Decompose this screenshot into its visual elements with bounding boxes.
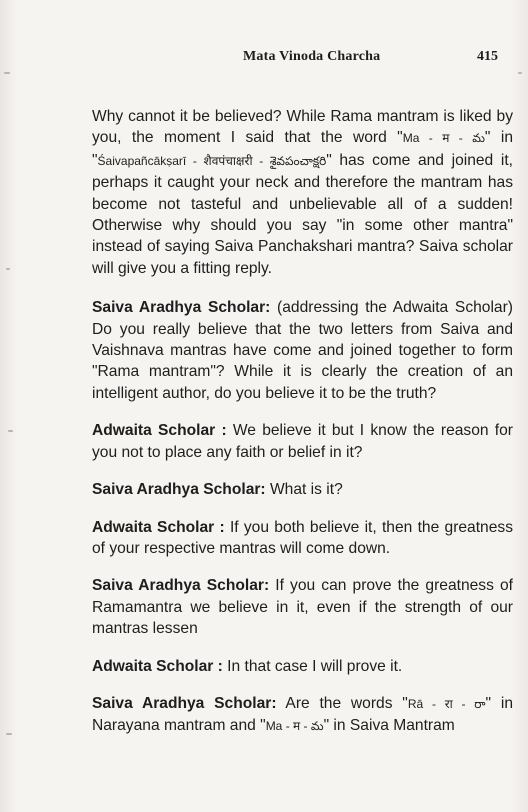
speaker-label: Saiva Aradhya Scholar: (92, 299, 271, 317)
dialogue-paragraph (92, 420, 513, 463)
margin-mark (6, 733, 12, 735)
speaker-label: Saiva Aradhya Scholar: (92, 577, 270, 595)
speaker-label: Adwaita Scholar : (92, 422, 227, 440)
dialogue-paragraph (92, 693, 513, 738)
paragraph-text: " has come and joined it, perhaps it caught your neck and therefore the mantram has become not tasteful and unbelievable all of a sudden! Otherwise why should you say "in some other mantra" instead of saying Saiva Panchakshari mantra? Saiva scholar will give you a fitting reply. (92, 151, 513, 277)
speaker-label: Saiva Aradhya Scholar: (92, 481, 266, 499)
dialogue-paragraph (92, 575, 513, 639)
speaker-label: Adwaita Scholar : (92, 518, 225, 536)
body-text (92, 106, 513, 754)
margin-mark (8, 430, 13, 432)
paragraph (92, 106, 513, 279)
dialogue-paragraph (92, 479, 513, 500)
speaker-label: Adwaita Scholar : (92, 657, 223, 675)
running-title: Mata Vinoda Charcha (243, 49, 381, 64)
margin-mark (518, 72, 522, 74)
paragraph-text: " in " (92, 129, 513, 169)
quoted-word: Rā - रा - రా (407, 696, 486, 711)
dialogue-text: " in Saiva Mantram (323, 717, 455, 735)
dialogue-text: If you both believe it, then the greatness of your respective mantras will come down. (92, 518, 513, 557)
quoted-word: Ma - म - మ (402, 131, 485, 146)
page-number: 415 (477, 49, 498, 64)
dialogue-text: " in Narayana mantram and " (92, 694, 513, 735)
dialogue-paragraph (92, 297, 513, 404)
dialogue-text: Are the words " (276, 694, 408, 712)
margin-mark (4, 72, 10, 74)
dialogue-text: If you can prove the greatness of Ramamantra we believe in it, even if the strength of our mantras lessen (92, 577, 514, 638)
margin-mark (6, 268, 10, 270)
page-header (0, 49, 528, 69)
quoted-word: Ma - म - మ (265, 719, 324, 734)
dialogue-paragraph (92, 656, 513, 677)
dialogue-text: (addressing the Adwaita Scholar) Do you really believe that the two letters from Saiva and Vaishnava mantras have come and joined together to form "Rama mantram"? While it is clearly the creation of an intelligent author, do you believe it to be the truth? (92, 299, 513, 402)
dialogue-text: What is it? (265, 481, 343, 499)
dialogue-text: We believe it but I know the reason for you not to place any faith or belief in it? (92, 422, 513, 461)
speaker-label: Saiva Aradhya Scholar: (92, 694, 277, 712)
dialogue-text: In that case I will prove it. (222, 657, 403, 675)
paragraph-text: Why cannot it be believed? While Rama mantram is liked by you, the moment I said that the word " (92, 108, 513, 147)
quoted-word: Śaivapañcākṣarī - शैवपंचाक्षरी - శైవపంచాక్షరి (97, 153, 327, 168)
dialogue-paragraph (92, 517, 513, 560)
